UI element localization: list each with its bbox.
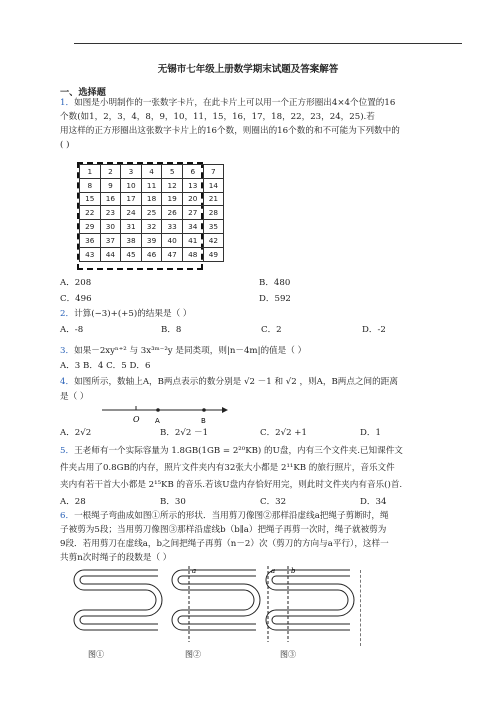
point-b-dot <box>202 408 206 412</box>
grid-row <box>80 165 224 179</box>
grid-cell: 5 <box>162 165 183 179</box>
grid-cell: 6 <box>182 165 203 179</box>
line-label-a: a <box>271 567 276 575</box>
grid-cell: 43 <box>80 247 101 261</box>
grid-cell: 40 <box>162 233 183 247</box>
grid-cell: 19 <box>162 192 183 206</box>
q2-stem: 2．计算(−3)+(+5)的结果是（ ） <box>60 309 192 319</box>
grid-row <box>80 220 224 234</box>
grid-cell: 34 <box>182 220 203 234</box>
q4-line1: 4．如图所示，数轴上A，B两点表示的数分别是 √2 －1 和 √2 ，则A，B两点之间的距离 <box>60 377 398 387</box>
grid-cell: 27 <box>182 206 203 220</box>
rope-figure-3 <box>258 566 362 648</box>
q1-line4: ( ) <box>60 140 70 150</box>
grid-cell: 32 <box>141 220 162 234</box>
q5-line1: 5．王老师有一个实际容量为 1.8GB(1GB = 2²⁰KB) 的U盘，内有三个文件夹.已知课件文 <box>60 446 403 456</box>
grid-cell: 14 <box>203 178 224 192</box>
grid-cell: 13 <box>182 178 203 192</box>
line-label-b: b <box>291 567 296 575</box>
grid-cell: 10 <box>121 178 142 192</box>
q5-option-b[interactable]: B．30 <box>160 497 186 507</box>
grid-cell: 33 <box>162 220 183 234</box>
q1-option-b[interactable]: B．480 <box>259 278 291 288</box>
fig-label-2: 图② <box>185 650 201 659</box>
grid-cell: 7 <box>203 165 224 179</box>
q3-number: 3． <box>60 346 75 356</box>
figure-divider <box>360 570 361 646</box>
grid-cell: 16 <box>100 192 121 206</box>
grid-cell: 39 <box>141 233 162 247</box>
q2-number: 2． <box>60 309 75 319</box>
grid-cell: 24 <box>121 206 142 220</box>
q4-option-d[interactable]: D．1 <box>360 428 381 438</box>
grid-cell: 9 <box>100 178 121 192</box>
grid-row <box>80 192 224 206</box>
axis-label-b: B <box>201 417 206 425</box>
header-rule <box>74 43 462 44</box>
rope-figure-2 <box>164 566 268 648</box>
q6-line1: 6．一根绳子弯曲成如图①所示的形状．当用剪刀像图②那样沿虚线a把绳子剪断时，绳 <box>60 511 389 521</box>
grid-row <box>80 206 224 220</box>
q6-line3: 9段．若用剪刀在虚线a，b之间把绳子再剪（n－2）次（剪刀的方向与a平行），这样一 <box>60 539 389 549</box>
q1-line2: 个数(如1，2，3，4，8，9，10，11，15，16，17，18，22，23，24，25).若 <box>60 112 375 122</box>
q4-number: 4． <box>60 377 75 387</box>
grid-row <box>80 233 224 247</box>
grid-cell: 2 <box>100 165 121 179</box>
grid-cell: 25 <box>141 206 162 220</box>
q6-number: 6． <box>60 511 75 521</box>
page-title: 无锡市七年级上册数学期末试题及答案解答 <box>157 64 339 75</box>
q5-line3: 夹内有若干首大小都是 2¹⁵KB 的音乐.若该U盘内存恰好用完，则此时文件夹内有音乐()首. <box>60 480 403 490</box>
grid-row <box>80 247 224 261</box>
q1-option-d[interactable]: D．592 <box>259 294 291 304</box>
grid-cell: 21 <box>203 192 224 206</box>
grid-cell: 8 <box>80 178 101 192</box>
grid-cell: 38 <box>121 233 142 247</box>
q2-option-a[interactable]: A．-8 <box>60 325 84 335</box>
grid-cell: 15 <box>80 192 101 206</box>
q3-options[interactable]: A．3 B．4 C．5 D．6 <box>60 361 151 371</box>
grid-cell: 3 <box>121 165 142 179</box>
q5-line2: 件夹占用了0.8GB的内存，照片文件夹内有32张大小都是 2¹¹KB 的旅行照片，音乐文件 <box>60 463 395 473</box>
grid-cell: 49 <box>203 247 224 261</box>
q5-option-c[interactable]: C．32 <box>260 497 287 507</box>
grid-cell: 17 <box>121 192 142 206</box>
rope-figure-1 <box>66 566 170 648</box>
q6-line2: 子被剪为5段；当用剪刀像图③那样沿虚线b（b∥a）把绳子再剪一次时，绳子就被剪为 <box>60 525 387 535</box>
q1-number: 1． <box>60 98 75 108</box>
q1-line1: 1．如图是小明制作的一张数字卡片，在此卡片上可以用一个正方形圈出4×4个位置的16 <box>60 98 396 108</box>
q4-option-a[interactable]: A．2√2 <box>60 428 92 438</box>
grid-cell: 11 <box>141 178 162 192</box>
grid-cell: 41 <box>182 233 203 247</box>
line-label-a: a <box>192 567 197 575</box>
axis-label-o: O <box>133 415 140 424</box>
q5-option-d[interactable]: D．34 <box>360 497 387 507</box>
grid-cell: 37 <box>100 233 121 247</box>
grid-cell: 4 <box>141 165 162 179</box>
q1-option-c[interactable]: C．496 <box>60 294 92 304</box>
grid-row <box>80 178 224 192</box>
grid-cell: 48 <box>182 247 203 261</box>
grid-cell: 45 <box>121 247 142 261</box>
grid-cell: 28 <box>203 206 224 220</box>
point-a-dot <box>156 408 160 412</box>
q1-line3: 用这样的正方形圈出这张数字卡片上的16个数，则圈出的16个数的和不可能为下列数中的 <box>60 126 400 136</box>
grid-cell: 23 <box>100 206 121 220</box>
grid-cell: 22 <box>80 206 101 220</box>
grid-cell: 26 <box>162 206 183 220</box>
grid-cell: 30 <box>100 220 121 234</box>
fig-label-3: 图③ <box>280 650 296 659</box>
grid-cell: 1 <box>80 165 101 179</box>
fig-label-1: 图① <box>88 650 104 659</box>
grid-cell: 35 <box>203 220 224 234</box>
grid-cell: 31 <box>121 220 142 234</box>
q3-stem: 3．如果－2xyⁿ⁺² 与 3x³ᵐ⁻²y 是同类项，则|n－4m|的值是（ ） <box>60 346 307 356</box>
q4-option-b[interactable]: B．2√2 －1 <box>160 428 209 438</box>
q4-line2: 是（ ） <box>60 392 89 402</box>
grid-cell: 20 <box>182 192 203 206</box>
number-card-grid <box>79 164 224 262</box>
q2-option-c[interactable]: C．2 <box>261 325 282 335</box>
q2-option-b[interactable]: B．8 <box>161 325 182 335</box>
grid-cell: 12 <box>162 178 183 192</box>
q2-option-d[interactable]: D．-2 <box>362 325 386 335</box>
grid-cell: 36 <box>80 233 101 247</box>
q6-line4: 共剪n次时绳子的段数是（ ） <box>60 553 172 563</box>
axis-label-a: A <box>155 417 160 425</box>
q5-number: 5． <box>60 446 75 456</box>
grid-cell: 29 <box>80 220 101 234</box>
grid-cell: 42 <box>203 233 224 247</box>
q1-option-a[interactable]: A．208 <box>60 278 92 288</box>
section-heading: 一、选择题 <box>60 87 106 98</box>
grid-cell: 44 <box>100 247 121 261</box>
q4-option-c[interactable]: C．2√2 +1 <box>260 428 307 438</box>
grid-cell: 47 <box>162 247 183 261</box>
q5-option-a[interactable]: A．28 <box>60 497 86 507</box>
grid-cell: 18 <box>141 192 162 206</box>
grid-cell: 46 <box>141 247 162 261</box>
number-line-figure <box>100 402 230 428</box>
